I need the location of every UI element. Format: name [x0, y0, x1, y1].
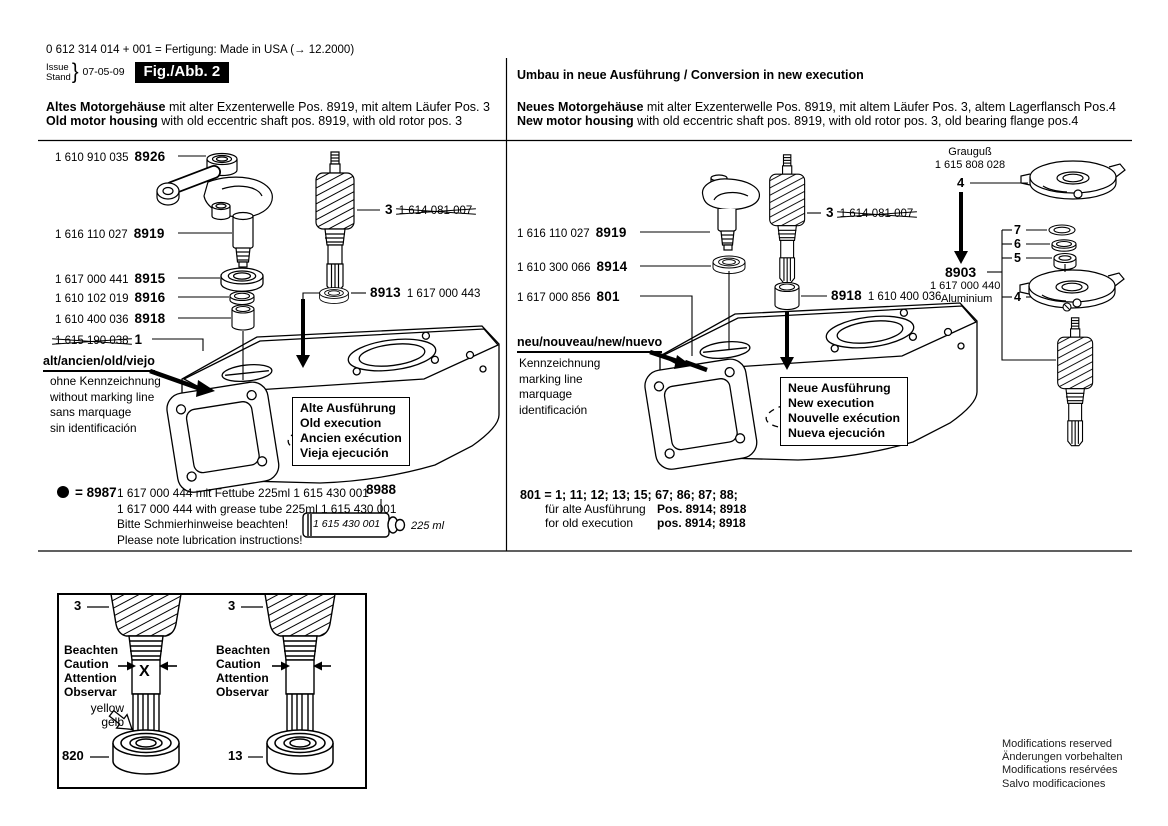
- caution-line: Attention: [216, 671, 269, 686]
- footer-line: Salvo modificaciones: [1002, 777, 1106, 790]
- issue-date: 07-05-09: [82, 66, 125, 79]
- note-text: für alte Ausführung: [545, 502, 646, 516]
- part-number: 1 610 400 036: [867, 291, 942, 303]
- part-number-struck: 1 614 081 007: [398, 205, 473, 217]
- tube-pos-8988: 8988: [366, 482, 397, 497]
- item-pos-6: 6: [1014, 237, 1021, 251]
- note-line: Bitte Schmierhinweise beachten!: [117, 517, 289, 532]
- note-line: ohne Kennzeichnung: [50, 374, 161, 388]
- grease-note-pos: = 8987: [75, 485, 117, 500]
- flange-pos-4-top: 4: [957, 175, 965, 190]
- part-pos: 3: [826, 205, 834, 220]
- tube-number: 1 615 430 001: [313, 518, 381, 530]
- left-subtitle-en-rest: with old eccentric shaft pos. 8919, with old rotor pos. 3: [157, 114, 463, 128]
- item-pos-4: 4: [1014, 290, 1021, 304]
- x-mark: X: [139, 663, 150, 680]
- note-line: Kennzeichnung: [519, 356, 601, 370]
- group-pos-8903: 8903: [945, 264, 977, 280]
- part-pos: 801: [596, 289, 620, 304]
- caution-line: Beachten: [216, 643, 271, 657]
- left-subtitle-de-bold: Altes Motorgehäuse: [46, 100, 166, 114]
- exec-line: Nueva ejecución: [788, 426, 886, 440]
- group-material-aluminium: Aluminium: [941, 293, 993, 305]
- stand-label: Stand: [46, 71, 71, 83]
- note-line: Please note lubrication instructions!: [117, 532, 303, 547]
- caution-line: Caution: [64, 657, 109, 672]
- note-line: 1 617 000 444 mit Fettube 225ml 1 615 430 001: [117, 486, 369, 500]
- right-subtitle-en-bold: New motor housing: [517, 114, 634, 128]
- figure-label: Fig./Abb. 2: [135, 62, 230, 83]
- note-line: without marking line: [50, 389, 155, 404]
- part-number-struck: 1 614 081 007: [839, 208, 914, 220]
- left-subtitle-en-bold: Old motor housing: [46, 114, 158, 128]
- part-pos: 8916: [134, 290, 166, 305]
- note-pos-ref: Pos. 8914; 8918: [657, 502, 747, 516]
- exec-line: Alte Ausführung: [300, 401, 396, 415]
- group-number-8903: 1 617 000 440: [930, 280, 1001, 292]
- part-pos: 8918: [134, 311, 166, 326]
- item-pos-5: 5: [1014, 251, 1021, 265]
- note-text: for old execution: [545, 516, 634, 530]
- right-subtitle-de-bold: Neues Motorgehäuse: [517, 100, 644, 114]
- caution-rotor-pos-left: 3: [74, 598, 82, 613]
- right-subtitle-en-rest: with old eccentric shaft pos. 8919, with old rotor pos. 3, old bearing flange pos.4: [633, 114, 1079, 128]
- caution-line: Attention: [64, 671, 117, 686]
- issue-label: Issue: [46, 61, 69, 73]
- bearing-pos-820: 820: [62, 748, 84, 763]
- part-number: 1 616 110 027: [517, 228, 590, 240]
- yellow-line: gelb: [101, 714, 124, 729]
- flange-material-grauguss: Grauguß: [948, 146, 992, 158]
- part-pos: 8918: [831, 288, 862, 303]
- part-pos: 1: [134, 332, 143, 347]
- part-number: 1 610 910 035: [55, 152, 129, 164]
- right-section-title: Umbau in neue Ausführung / Conversion in new execution: [517, 68, 864, 82]
- new-version-label: neu/nouveau/new/nuevo: [517, 335, 662, 353]
- caution-line: Beachten: [64, 643, 119, 657]
- note-line: marking line: [519, 371, 583, 386]
- part-number-struck: 1 615 190 038: [55, 335, 129, 347]
- part-pos: 8915: [134, 271, 166, 286]
- old-version-label: alt/ancien/old/viejo: [43, 354, 155, 372]
- caution-rotor-pos-right: 3: [228, 598, 236, 613]
- note-line: sin identificación: [50, 420, 137, 435]
- caution-line: Observar: [64, 685, 117, 700]
- note-line: sans marquage: [50, 405, 132, 420]
- part-pos: 8926: [134, 149, 166, 164]
- brace-glyph: }: [71, 59, 79, 85]
- caution-line: Caution: [216, 657, 261, 672]
- part-number: 1 610 102 019: [55, 293, 129, 305]
- footer-line: Modifications resérvées: [1002, 764, 1118, 777]
- note-801-line1: 801 = 1; 11; 12; 13; 15; 67; 86; 87; 88;: [520, 488, 738, 502]
- caution-line: Observar: [216, 685, 269, 700]
- part-pos: 8919: [133, 226, 165, 241]
- part-number: 1 617 000 441: [55, 274, 129, 286]
- part-number: 1 617 000 856: [517, 292, 591, 304]
- part-number: 1 610 300 066: [517, 262, 591, 274]
- yellow-line: yellow: [90, 701, 124, 715]
- item-pos-7: 7: [1014, 223, 1021, 237]
- part-number: 1 616 110 027: [55, 229, 128, 241]
- note-pos-ref: pos. 8914; 8918: [657, 516, 746, 530]
- exec-line: Neue Ausführung: [788, 381, 891, 395]
- exec-line: Nouvelle exécution: [788, 411, 901, 425]
- part-pos: 8913: [370, 285, 401, 300]
- tube-volume: 225 ml: [411, 520, 445, 532]
- exec-line: Old execution: [300, 416, 382, 430]
- bearing-pos-13: 13: [228, 748, 243, 763]
- footer-line: Änderungen vorbehalten: [1002, 751, 1123, 764]
- exec-line: New execution: [788, 396, 875, 410]
- note-line: 1 617 000 444 with grease tube 225ml 1 615 430 001: [117, 501, 397, 516]
- note-line: marquage: [519, 387, 573, 402]
- exec-line: Vieja ejecución: [300, 446, 389, 460]
- footer-line: Modifications reserved: [1002, 738, 1113, 750]
- flange-number-grauguss: 1 615 808 028: [934, 159, 1006, 171]
- order-number-line: 0 612 314 014 + 001 = Fertigung: Made in USA (→ 12.2000): [46, 44, 355, 56]
- part-pos: 3: [385, 202, 393, 217]
- part-number: 1 610 400 036: [55, 314, 129, 326]
- exec-line: Ancien exécution: [300, 431, 402, 445]
- right-subtitle-de-rest: mit alter Exzenterwelle Pos. 8919, mit altem Läufer Pos. 3, altem Lagerflansch Pos.4: [643, 100, 1116, 114]
- part-number: 1 617 000 443: [406, 288, 481, 300]
- left-subtitle-de-rest: mit alter Exzenterwelle Pos. 8919, mit altem Läufer Pos. 3: [165, 100, 490, 114]
- part-pos: 8919: [595, 225, 627, 240]
- part-pos: 8914: [596, 259, 628, 274]
- note-line: identificación: [519, 402, 588, 417]
